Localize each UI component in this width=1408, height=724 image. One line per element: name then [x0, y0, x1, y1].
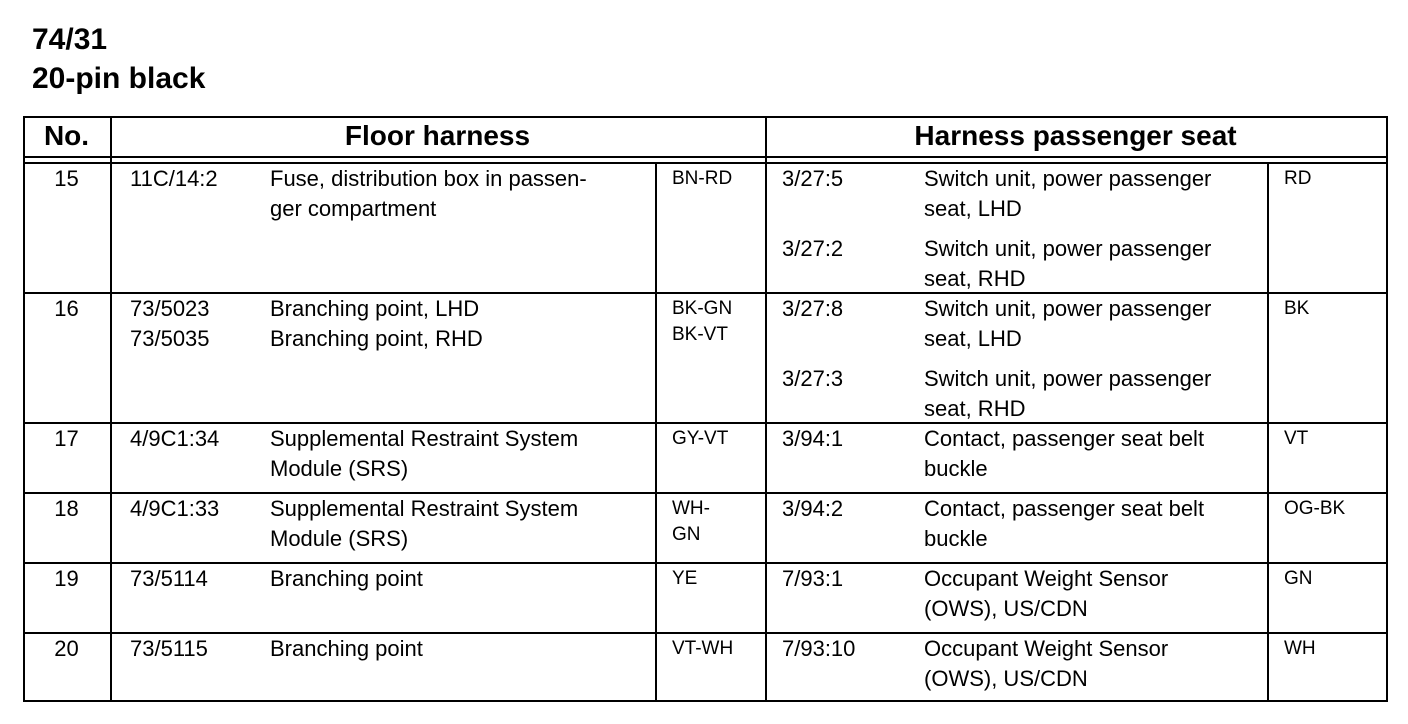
- floor-wire-color: GY-VT: [672, 428, 729, 449]
- floor-wire-color: BK-GN: [672, 298, 733, 319]
- pin-number: 16: [54, 296, 79, 321]
- floor-wire-color: YE: [672, 568, 698, 589]
- seat-terminal-code: 3/27:2: [782, 236, 844, 261]
- floor-terminal-code: 4/9C1:34: [130, 426, 220, 451]
- column-border-left: [23, 116, 25, 702]
- pin-number: 15: [54, 166, 79, 191]
- seat-description: Occupant Weight Sensor: [924, 636, 1169, 661]
- table-top-border: [23, 116, 1388, 118]
- seat-wire-color: OG-BK: [1284, 498, 1346, 519]
- seat-wire-color: VT: [1284, 428, 1309, 449]
- table-bottom-border: [23, 700, 1388, 702]
- seat-description: buckle: [924, 526, 988, 551]
- seat-wire-color: GN: [1284, 568, 1313, 589]
- seat-terminal-code: 3/27:8: [782, 296, 844, 321]
- seat-terminal-code: 3/27:5: [782, 166, 844, 191]
- seat-description: Switch unit, power passenger: [924, 236, 1212, 261]
- column-border-seat-color: [1267, 162, 1269, 702]
- pin-number: 19: [54, 566, 79, 591]
- seat-terminal-code: 3/94:2: [782, 496, 844, 521]
- column-border-right: [1386, 116, 1388, 702]
- seat-description: seat, LHD: [924, 326, 1022, 351]
- seat-terminal-code: 7/93:1: [782, 566, 844, 591]
- seat-description: Contact, passenger seat belt: [924, 426, 1205, 451]
- seat-description: Switch unit, power passenger: [924, 366, 1212, 391]
- pin-number: 17: [54, 426, 79, 451]
- floor-description: Supplemental Restraint System: [270, 426, 579, 451]
- column-border-middle: [765, 116, 767, 702]
- seat-description: (OWS), US/CDN: [924, 666, 1088, 691]
- seat-wire-color: WH: [1284, 638, 1316, 659]
- column-border-floor-color: [655, 162, 657, 702]
- floor-terminal-code: 11C/14:2: [130, 166, 218, 191]
- seat-terminal-code: 3/27:3: [782, 366, 844, 391]
- seat-description: seat, RHD: [924, 396, 1026, 421]
- floor-description: ger compartment: [270, 196, 437, 221]
- header-divider: [23, 156, 1388, 158]
- floor-wire-color: BK-VT: [672, 324, 728, 345]
- floor-description: Branching point, LHD: [270, 296, 480, 321]
- connector-id: 74/31: [32, 23, 108, 56]
- pin-number: 18: [54, 496, 79, 521]
- seat-wire-color: BK: [1284, 298, 1310, 319]
- seat-description: Switch unit, power passenger: [924, 166, 1212, 191]
- floor-description: Branching point: [270, 636, 423, 661]
- floor-terminal-code: 4/9C1:33: [130, 496, 220, 521]
- connector-description: 20-pin black: [32, 62, 206, 95]
- seat-terminal-code: 3/94:1: [782, 426, 844, 451]
- floor-description: Supplemental Restraint System: [270, 496, 579, 521]
- seat-description: Occupant Weight Sensor: [924, 566, 1169, 591]
- floor-description: Fuse, distribution box in passen-: [270, 166, 587, 191]
- floor-wire-color: VT-WH: [672, 638, 734, 659]
- seat-description: seat, LHD: [924, 196, 1022, 221]
- row-divider: [23, 632, 1388, 634]
- row-divider: [23, 562, 1388, 564]
- seat-description: Switch unit, power passenger: [924, 296, 1212, 321]
- floor-description: Module (SRS): [270, 456, 409, 481]
- floor-description: Module (SRS): [270, 526, 409, 551]
- floor-description: Branching point, RHD: [270, 326, 483, 351]
- floor-wire-color: GN: [672, 524, 701, 545]
- header-no: No.: [43, 120, 90, 151]
- seat-wire-color: RD: [1284, 168, 1312, 189]
- seat-description: (OWS), US/CDN: [924, 596, 1088, 621]
- seat-description: seat, RHD: [924, 266, 1026, 291]
- connector-title: [32, 20, 205, 98]
- seat-description: buckle: [924, 456, 988, 481]
- floor-description: Branching point: [270, 566, 423, 591]
- floor-wire-color: WH-: [672, 498, 710, 519]
- seat-terminal-code: 7/93:10: [782, 636, 856, 661]
- header-floor-harness: Floor harness: [344, 120, 531, 151]
- floor-wire-color: BN-RD: [672, 168, 733, 189]
- floor-terminal-code: 73/5115: [130, 636, 208, 661]
- column-border-no: [110, 116, 112, 702]
- floor-terminal-code: 73/5023: [130, 296, 210, 321]
- pin-number: 20: [54, 636, 79, 661]
- seat-description: Contact, passenger seat belt: [924, 496, 1205, 521]
- header-harness-passenger-seat: Harness passenger seat: [914, 120, 1237, 151]
- floor-terminal-code: 73/5114: [130, 566, 208, 591]
- floor-terminal-code: 73/5035: [130, 326, 210, 351]
